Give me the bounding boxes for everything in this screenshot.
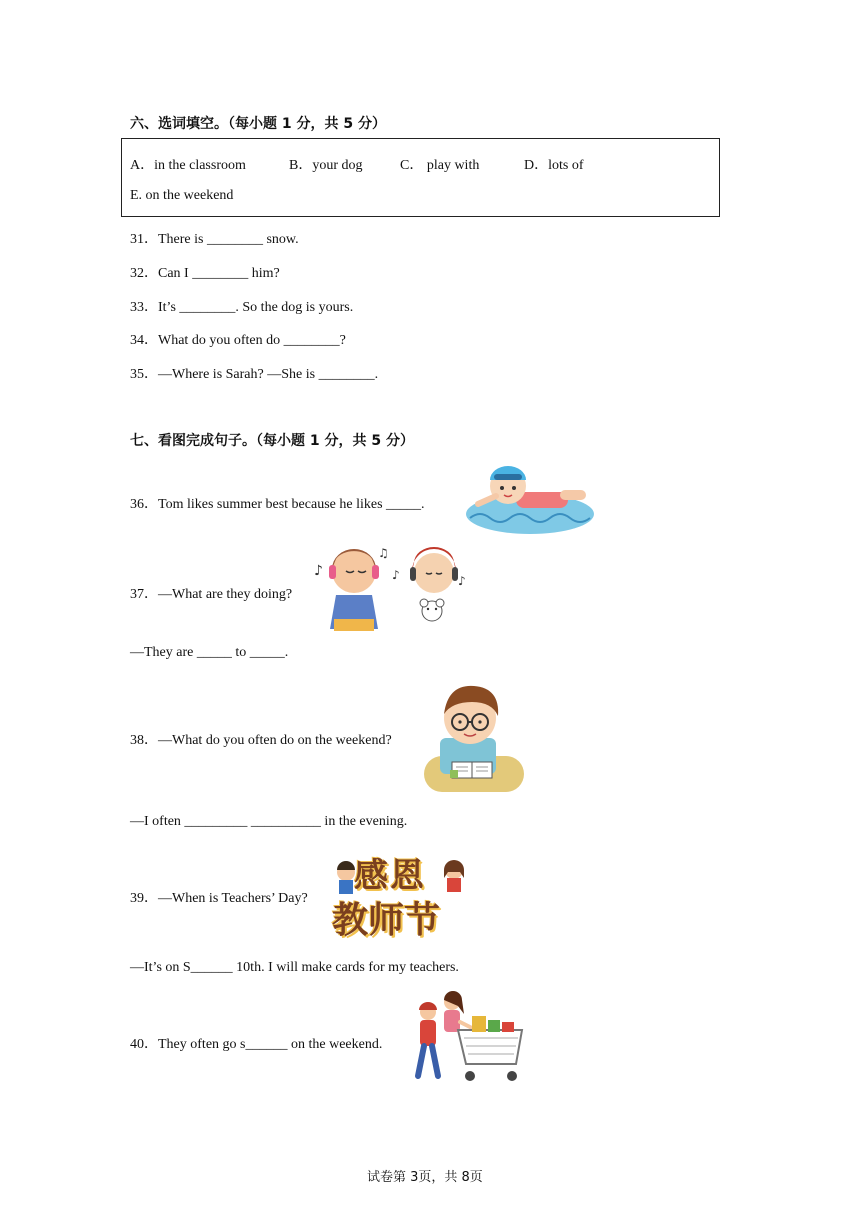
girl2-head (414, 553, 454, 593)
question-36: 36．Tom likes summer best because he likes _____. (130, 497, 425, 512)
question-39-answer: —It’s on S______ 10th. I will make cards for my teachers. (130, 960, 459, 975)
question-31: 31．There is ________ snow. (130, 232, 299, 247)
question-33: 33．It’s ________. So the dog is yours. (130, 300, 354, 315)
section7-heading: 七、看图完成句子。（每小题 1 分，共 5 分） (130, 433, 414, 449)
option-b: B．your dog (289, 158, 363, 173)
question-34: 34．What do you often do ________? (130, 333, 346, 348)
svg-text:♪: ♪ (458, 574, 466, 588)
page-footer: 试卷第 3页，共 8页 (367, 1170, 483, 1185)
question-38: 38．—What do you often do on the weekend? (130, 733, 392, 748)
svg-text:♪: ♪ (314, 563, 323, 579)
option-c: C． play with (400, 158, 480, 173)
shopping-cart (458, 1030, 522, 1064)
question-38-answer: —I often _________ __________ in the evening. (130, 814, 408, 829)
svg-text:♪: ♪ (392, 568, 400, 582)
question-37: 37．—What are they doing? (130, 587, 293, 602)
question-37-answer: —They are _____ to _____. (130, 645, 289, 660)
question-32: 32．Can I ________ him? (130, 266, 280, 281)
swimming-picture (460, 462, 596, 538)
question-40: 40．They often go s______ on the weekend. (130, 1037, 383, 1052)
shopper-woman (444, 1010, 460, 1032)
word-bank-box (121, 138, 720, 217)
teachers-day-title-line2: 教师节 (332, 900, 441, 941)
option-e: E. on the weekend (130, 188, 234, 203)
shopping-picture (414, 992, 528, 1088)
option-d: D．lots of (524, 158, 584, 173)
music-listening-picture (312, 545, 470, 633)
option-a: A．in the classroom (130, 158, 246, 173)
question-35: 35．—Where is Sarah? —She is ________. (130, 367, 379, 382)
question-39: 39．—When is Teachers’ Day? (130, 891, 308, 906)
shopper-man (420, 1020, 436, 1046)
reading-boy-picture (420, 680, 528, 794)
section6-heading: 六、选词填空。（每小题 1 分，共 5 分） (130, 116, 386, 132)
teachers-day-picture (330, 852, 472, 942)
teachers-day-title-line1: 感恩 (354, 856, 426, 896)
svg-text:♫: ♫ (378, 546, 389, 560)
